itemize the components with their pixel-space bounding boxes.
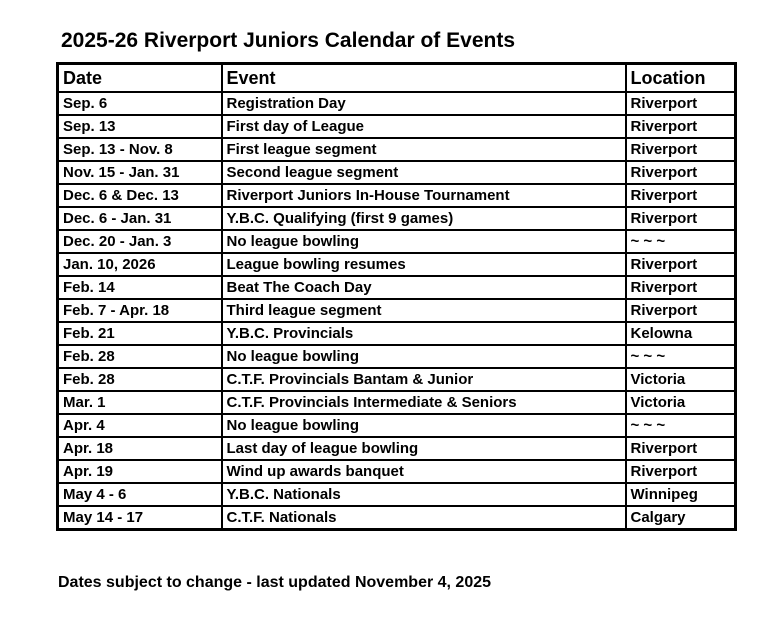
date-cell: May 4 - 6 bbox=[58, 483, 222, 506]
table-row bbox=[58, 483, 736, 506]
table-row bbox=[58, 230, 736, 253]
date-cell: Apr. 19 bbox=[58, 460, 222, 483]
event-cell: No league bowling bbox=[222, 345, 626, 368]
date-cell: Feb. 28 bbox=[58, 368, 222, 391]
date-cell: Sep. 6 bbox=[58, 92, 222, 115]
date-cell: Feb. 28 bbox=[58, 345, 222, 368]
event-cell: Registration Day bbox=[222, 92, 626, 115]
table-row bbox=[58, 161, 736, 184]
location-cell: Riverport bbox=[626, 253, 736, 276]
date-cell: Dec. 20 - Jan. 3 bbox=[58, 230, 222, 253]
table-row bbox=[58, 138, 736, 161]
table-row bbox=[58, 115, 736, 138]
column-header-date: Date bbox=[58, 64, 222, 93]
date-cell: Sep. 13 - Nov. 8 bbox=[58, 138, 222, 161]
event-cell: Wind up awards banquet bbox=[222, 460, 626, 483]
table-row bbox=[58, 368, 736, 391]
date-cell: Dec. 6 & Dec. 13 bbox=[58, 184, 222, 207]
column-header-event: Event bbox=[222, 64, 626, 93]
header-row bbox=[58, 64, 736, 93]
location-cell: Winnipeg bbox=[626, 483, 736, 506]
page-title: 2025-26 Riverport Juniors Calendar of Events bbox=[61, 29, 515, 52]
table-row bbox=[58, 414, 736, 437]
table-row bbox=[58, 276, 736, 299]
location-cell: Victoria bbox=[626, 368, 736, 391]
event-cell: First day of League bbox=[222, 115, 626, 138]
date-cell: Feb. 7 - Apr. 18 bbox=[58, 299, 222, 322]
location-cell: Riverport bbox=[626, 276, 736, 299]
event-cell: Last day of league bowling bbox=[222, 437, 626, 460]
table-row bbox=[58, 299, 736, 322]
date-cell: Feb. 21 bbox=[58, 322, 222, 345]
table-row bbox=[58, 92, 736, 115]
event-cell: Y.B.C. Qualifying (first 9 games) bbox=[222, 207, 626, 230]
event-cell: Beat The Coach Day bbox=[222, 276, 626, 299]
location-cell: Riverport bbox=[626, 161, 736, 184]
date-cell: May 14 - 17 bbox=[58, 506, 222, 530]
event-cell: Riverport Juniors In-House Tournament bbox=[222, 184, 626, 207]
date-cell: Apr. 4 bbox=[58, 414, 222, 437]
location-cell: Victoria bbox=[626, 391, 736, 414]
location-cell: Riverport bbox=[626, 460, 736, 483]
table-row bbox=[58, 391, 736, 414]
location-cell: Calgary bbox=[626, 506, 736, 530]
footer-note: Dates subject to change - last updated November 4, 2025 bbox=[58, 574, 492, 591]
table-row bbox=[58, 322, 736, 345]
event-cell: League bowling resumes bbox=[222, 253, 626, 276]
column-header-location: Location bbox=[626, 64, 736, 93]
events-table bbox=[56, 62, 737, 531]
location-cell: ~ ~ ~ bbox=[626, 345, 736, 368]
table-row bbox=[58, 460, 736, 483]
location-cell: Riverport bbox=[626, 138, 736, 161]
event-cell: Second league segment bbox=[222, 161, 626, 184]
event-cell: Y.B.C. Provincials bbox=[222, 322, 626, 345]
table-row bbox=[58, 207, 736, 230]
table-row bbox=[58, 437, 736, 460]
date-cell: Mar. 1 bbox=[58, 391, 222, 414]
event-cell: Third league segment bbox=[222, 299, 626, 322]
table-row bbox=[58, 345, 736, 368]
event-cell: No league bowling bbox=[222, 414, 626, 437]
location-cell: Riverport bbox=[626, 92, 736, 115]
date-cell: Nov. 15 - Jan. 31 bbox=[58, 161, 222, 184]
location-cell: ~ ~ ~ bbox=[626, 414, 736, 437]
table-row bbox=[58, 184, 736, 207]
event-cell: C.T.F. Nationals bbox=[222, 506, 626, 530]
events-table-body bbox=[58, 92, 736, 530]
location-cell: Riverport bbox=[626, 437, 736, 460]
date-cell: Jan. 10, 2026 bbox=[58, 253, 222, 276]
date-cell: Dec. 6 - Jan. 31 bbox=[58, 207, 222, 230]
date-cell: Feb. 14 bbox=[58, 276, 222, 299]
location-cell: ~ ~ ~ bbox=[626, 230, 736, 253]
event-cell: Y.B.C. Nationals bbox=[222, 483, 626, 506]
event-cell: C.T.F. Provincials Bantam & Junior bbox=[222, 368, 626, 391]
location-cell: Kelowna bbox=[626, 322, 736, 345]
table-row bbox=[58, 253, 736, 276]
location-cell: Riverport bbox=[626, 299, 736, 322]
location-cell: Riverport bbox=[626, 115, 736, 138]
location-cell: Riverport bbox=[626, 184, 736, 207]
event-cell: C.T.F. Provincials Intermediate & Seniors bbox=[222, 391, 626, 414]
table-row bbox=[58, 506, 736, 530]
date-cell: Sep. 13 bbox=[58, 115, 222, 138]
event-cell: No league bowling bbox=[222, 230, 626, 253]
location-cell: Riverport bbox=[626, 207, 736, 230]
date-cell: Apr. 18 bbox=[58, 437, 222, 460]
event-cell: First league segment bbox=[222, 138, 626, 161]
